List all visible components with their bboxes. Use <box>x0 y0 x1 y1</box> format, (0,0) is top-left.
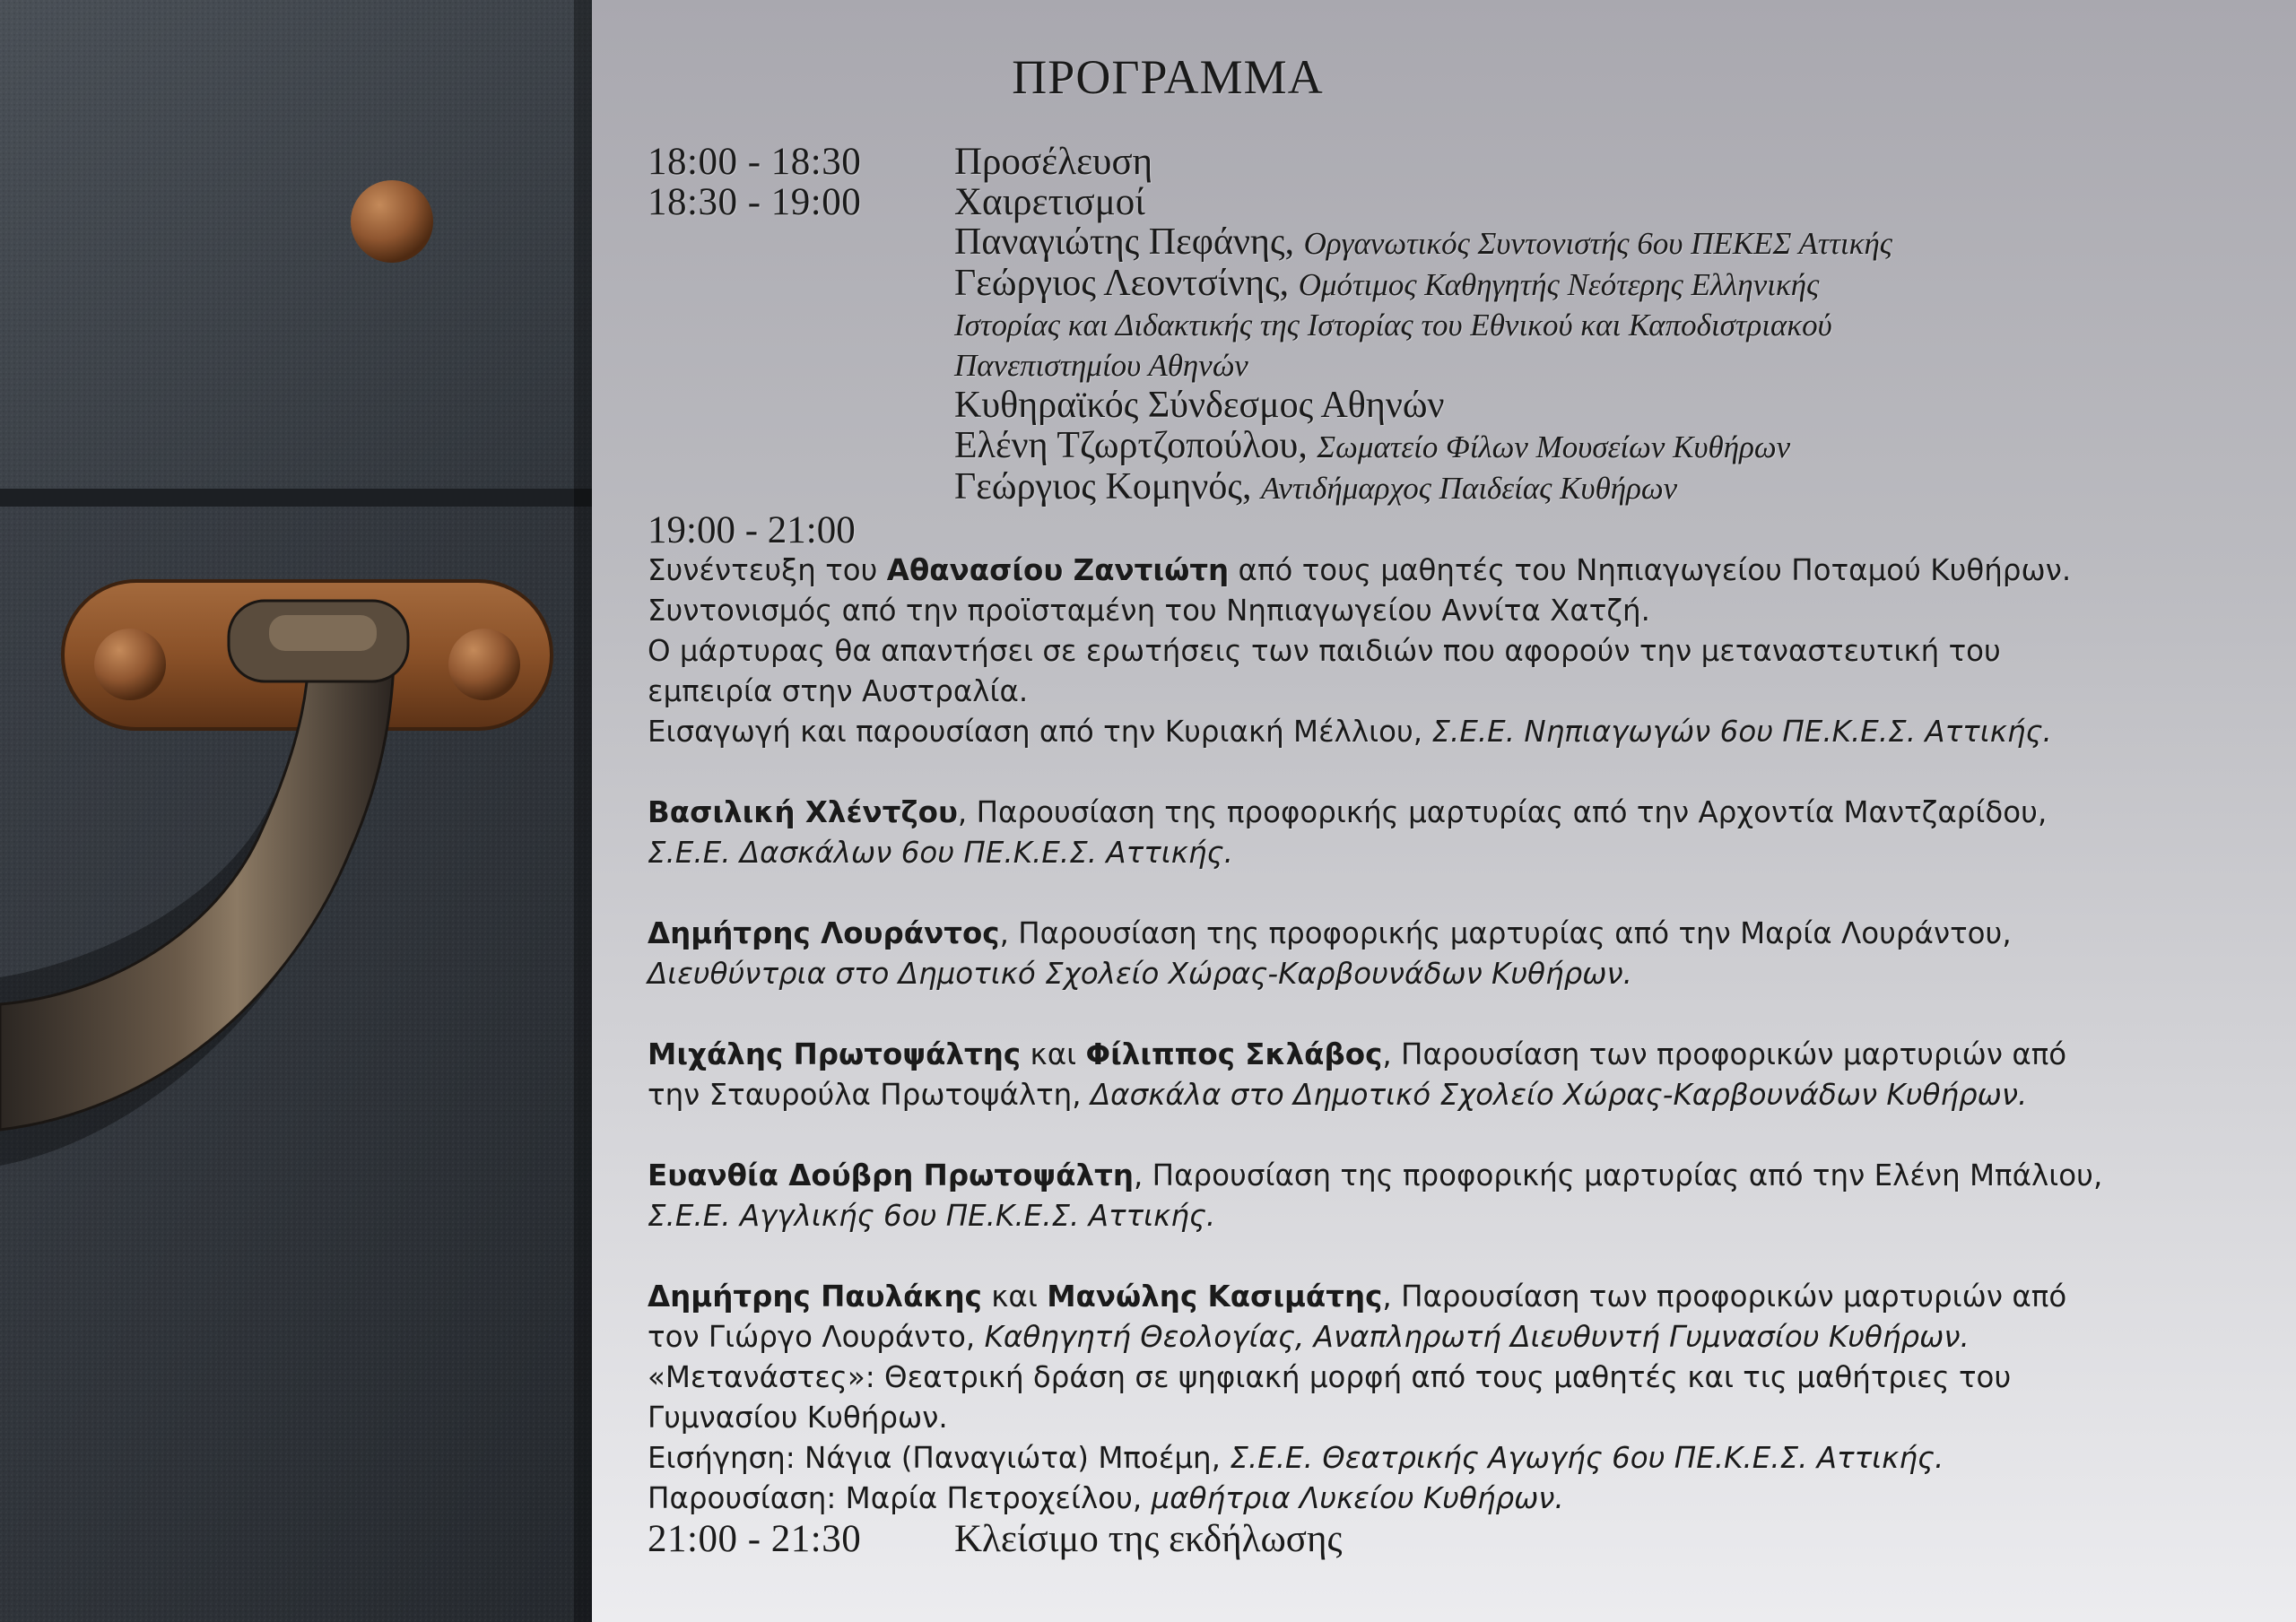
paragraph-line: Γυμνασίου Κυθήρων. <box>648 1401 948 1435</box>
text: , Παρουσίαση της προφορικής μαρτυρίας από την Μαρία Λουράντου, <box>999 916 2012 950</box>
suitcase-photo <box>0 0 592 1622</box>
paragraph-line <box>648 1075 2262 1115</box>
greeting-speaker <box>954 426 2262 467</box>
spacer <box>648 1115 2262 1156</box>
speaker-name: Παναγιώτης Πεφάνης, <box>954 221 1295 263</box>
presenter-name: Ευανθία Δούβρη Πρωτοψάλτη <box>648 1158 1135 1193</box>
paragraph-line: Συντονισμός από την προϊσταμένη του Νηπιαγωγείου Αννίτα Χατζή. <box>648 594 1650 628</box>
presenter-name: Δημήτρης Παυλάκης <box>648 1279 982 1314</box>
slot-label: Προσέλευση <box>954 141 1153 183</box>
programme-document <box>648 0 2271 1622</box>
paragraph-line <box>648 551 2262 591</box>
text: και <box>981 1279 1048 1314</box>
presenter-name: Μανώλης Κασιμάτης <box>1047 1279 1383 1314</box>
paragraph-line <box>648 914 2262 954</box>
spacer <box>648 1236 2262 1277</box>
spacer <box>648 873 2262 914</box>
role: μαθήτρια Λυκείου Κυθήρων. <box>1151 1481 1564 1515</box>
time-slot: 18:30 - 19:00 <box>648 181 862 223</box>
paragraph-line <box>648 1317 2262 1357</box>
speaker-role-continued: Πανεπιστημίου Αθηνών <box>954 348 1248 383</box>
role: Σ.Ε.Ε. Νηπιαγωγών 6ου ΠΕ.Κ.Ε.Σ. Αττικής. <box>1431 715 2052 749</box>
schedule-row-greetings <box>648 182 2262 222</box>
paragraph-line <box>648 793 2262 833</box>
paragraph-line <box>648 712 2262 752</box>
paragraph-line: «Μετανάστες»: Θεατρική δράση σε ψηφιακή μορφή από τους μαθητές και τις μαθήτριες του <box>648 1360 2012 1394</box>
spacer <box>648 994 2262 1035</box>
main-time-slot: 19:00 - 21:00 <box>648 509 856 551</box>
speaker-name: Κυθηραϊκός Σύνδεσμος Αθηνών <box>954 385 1445 426</box>
witness-name: Αθανασίου Ζαντιώτη <box>886 553 1230 587</box>
presenter-name: Φίλιππος Σκλάβος <box>1085 1037 1383 1071</box>
paragraph-line <box>648 1479 2262 1519</box>
slot-label: Χαιρετισμοί <box>954 181 1145 223</box>
paragraph-line <box>648 1196 2262 1236</box>
presentation-paulakis <box>648 1277 2262 1519</box>
programme-title: ΠΡΟΓΡΑΜΜΑ <box>1012 50 1324 104</box>
greeting-speaker <box>954 222 2262 264</box>
speaker-role-continued: Ιστορίας και Διδακτικής της Ιστορίας του Εθνικού και Καποδιστριακού <box>954 308 1832 343</box>
text: , Παρουσίαση της προφορικής μαρτυρίας από την Αρχοντία Μαντζαρίδου, <box>957 795 2048 829</box>
role: Σ.Ε.Ε. Αγγλικής 6ου ΠΕ.Κ.Ε.Σ. Αττικής. <box>648 1199 1216 1233</box>
role: Διευθύντρια στο Δημοτικό Σχολείο Χώρας-Καρβουνάδων Κυθήρων. <box>648 957 1632 991</box>
speaker-role: Ομότιμος Καθηγητής Νεότερης Ελληνικής <box>1298 267 1820 302</box>
speaker-role: Αντιδήμαρχος Παιδείας Κυθήρων <box>1260 471 1678 506</box>
presentation-evanthia <box>648 1156 2262 1236</box>
paragraph-line <box>648 1277 2262 1317</box>
role: Δασκάλα στο Δημοτικό Σχολείο Χώρας-Καρβουνάδων Κυθήρων. <box>1090 1078 2028 1112</box>
greeting-speaker <box>954 386 2262 426</box>
paragraph-line: Ο μάρτυρας θα απαντήσει σε ερωτήσεις των παιδιών που αφορούν την μεταναστευτική του <box>648 634 2001 668</box>
presenter-name: Βασιλική Χλέντζου <box>648 795 958 829</box>
paragraph-line <box>648 833 2262 873</box>
paragraph-line <box>648 1438 2262 1479</box>
presenter-name: Δημήτρης Λουράντος <box>648 916 1000 950</box>
greeting-speaker <box>954 264 2262 305</box>
greeting-speaker <box>954 467 2262 508</box>
role: Σ.Ε.Ε. Δασκάλων 6ου ΠΕ.Κ.Ε.Σ. Αττικής. <box>648 836 1233 870</box>
time-slot: 21:00 - 21:30 <box>648 1518 862 1560</box>
text: Συνέντευξη του <box>648 553 887 587</box>
text: την Σταυρούλα Πρωτοψάλτη, <box>648 1078 1091 1112</box>
paragraph-line <box>648 1156 2262 1196</box>
role: Σ.Ε.Ε. Θεατρικής Αγωγής 6ου ΠΕ.Κ.Ε.Σ. Αττικής. <box>1230 1441 1944 1475</box>
text: Παρουσίαση: Μαρία Πετροχείλου, <box>648 1481 1152 1515</box>
slot-label: Κλείσιμο της εκδήλωσης <box>954 1518 1343 1560</box>
text: , Παρουσίαση των προφορικών μαρτυριών από <box>1382 1279 2067 1314</box>
speaker-role: Σωματείο Φίλων Μουσείων Κυθήρων <box>1317 429 1791 464</box>
schedule-row-arrival <box>648 142 2262 182</box>
role: Καθηγητή Θεολογίας, Αναπληρωτή Διευθυντή Γυμνασίου Κυθήρων. <box>984 1320 1970 1354</box>
paragraph-line <box>648 954 2262 994</box>
text: Εισαγωγή και παρουσίαση από την Κυριακή Μέλλιου, <box>648 715 1432 749</box>
presentation-dimitris <box>648 914 2262 994</box>
speaker-role: Οργανωτικός Συντονιστής 6ου ΠΕΚΕΣ Αττικής <box>1303 226 1893 261</box>
spacer <box>648 752 2262 793</box>
speaker-name: Γεώργιος Λεοντσίνης, <box>954 263 1290 304</box>
presenter-name: Μιχάλης Πρωτοψάλτης <box>648 1037 1022 1071</box>
paragraph-line <box>648 1035 2262 1075</box>
schedule-row-closing <box>648 1519 2262 1559</box>
presentation-vasiliki <box>648 793 2262 873</box>
speaker-name: Γεώργιος Κομηνός, <box>954 466 1252 507</box>
text: , Παρουσίαση των προφορικών μαρτυριών από <box>1382 1037 2067 1071</box>
text: από τους μαθητές του Νηπιαγωγείου Ποταμού Κυθήρων. <box>1229 553 2072 587</box>
speaker-name: Ελένη Τζωρτζοπούλου, <box>954 425 1308 466</box>
text: και <box>1021 1037 1086 1071</box>
text: Εισήγηση: Νάγια (Παναγιώτα) Μποέμη, <box>648 1441 1231 1475</box>
presentation-michalis <box>648 1035 2262 1115</box>
time-slot: 18:00 - 18:30 <box>648 141 862 183</box>
text: τον Γιώργο Λουράντο, <box>648 1320 985 1354</box>
text: , Παρουσίαση της προφορικής μαρτυρίας από την Ελένη Μπάλιου, <box>1134 1158 2103 1193</box>
paragraph-line: εμπειρία στην Αυστραλία. <box>648 674 1029 708</box>
interview-block <box>648 551 2262 752</box>
schedule <box>648 142 2262 1559</box>
